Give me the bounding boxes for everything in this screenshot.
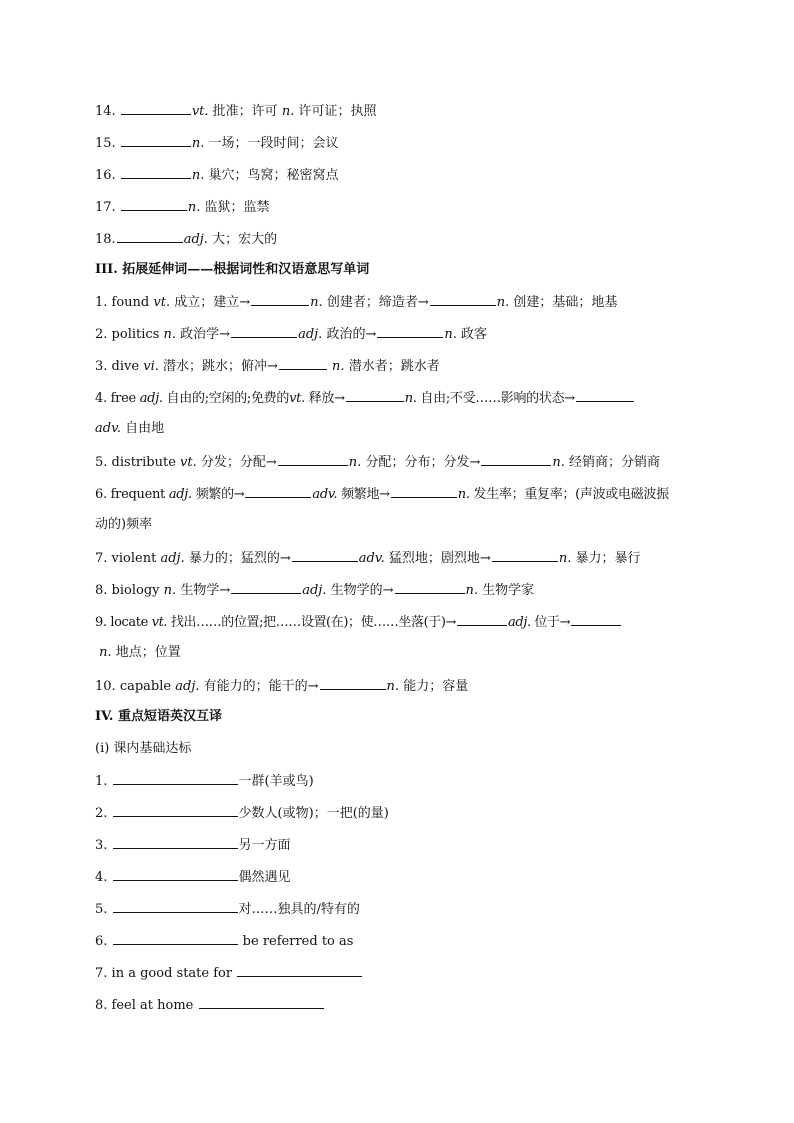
item-number: 15. xyxy=(95,136,116,151)
answer-blank[interactable] xyxy=(391,483,457,498)
answer-blank[interactable] xyxy=(231,323,297,338)
answer-blank[interactable] xyxy=(121,164,191,179)
answer-blank[interactable] xyxy=(395,579,465,594)
answer-blank[interactable] xyxy=(121,132,191,147)
item-number: 7. xyxy=(95,551,108,566)
phrase-item-3 xyxy=(95,834,702,856)
part-of-speech: adj. xyxy=(298,327,323,342)
part-of-speech: n. xyxy=(465,583,479,598)
meaning: 一场；一段时间；会议 xyxy=(208,136,339,151)
part-of-speech: n. xyxy=(496,295,510,310)
headword: biology xyxy=(111,583,160,598)
headword: capable xyxy=(119,679,172,694)
ext-item-4 xyxy=(95,387,702,409)
answer-blank[interactable] xyxy=(113,802,238,817)
meaning: 许可证；执照 xyxy=(298,104,377,119)
answer-blank[interactable] xyxy=(492,547,558,562)
item-number: 5. xyxy=(95,455,108,470)
meaning: 创建；基础；地基 xyxy=(513,295,618,310)
answer-blank[interactable] xyxy=(113,930,238,945)
meaning: 潜水者；跳水者 xyxy=(348,359,440,374)
meaning: 自由地 xyxy=(125,421,165,436)
headword: frequent xyxy=(110,487,165,502)
part-of-speech: n. xyxy=(163,327,177,342)
answer-blank[interactable] xyxy=(430,291,496,306)
meaning: 找出……的位置;把……设置(在)；使……坐落(于)→ xyxy=(170,615,457,630)
phrase-text: feel at home xyxy=(111,998,198,1013)
item-number: 18. xyxy=(95,232,116,247)
answer-blank[interactable] xyxy=(457,611,507,626)
vocab-item-15 xyxy=(95,132,702,154)
meaning: 潜水；跳水；俯冲→ xyxy=(163,359,278,374)
ext-item-10 xyxy=(95,675,702,697)
part-of-speech: adv. xyxy=(312,487,338,502)
part-of-speech: adj. xyxy=(160,551,185,566)
ext-item-7 xyxy=(95,547,702,569)
phrase-item-1 xyxy=(95,770,702,792)
item-number: 4. xyxy=(95,870,108,885)
part-of-speech: n. xyxy=(191,136,205,151)
part-of-speech: adj. xyxy=(302,583,327,598)
part-of-speech: n. xyxy=(332,359,345,374)
item-number: 10. xyxy=(95,679,116,694)
vocab-item-16 xyxy=(95,164,702,186)
answer-blank[interactable] xyxy=(481,451,551,466)
meaning: 动的)频率 xyxy=(95,517,153,532)
part-of-speech: adj. xyxy=(183,232,208,247)
part-of-speech: n. xyxy=(552,455,565,470)
answer-blank[interactable] xyxy=(121,196,187,211)
ext-item-1 xyxy=(95,291,702,313)
answer-blank[interactable] xyxy=(377,323,443,338)
item-number: 14. xyxy=(95,104,116,119)
headword: violent xyxy=(111,551,157,566)
item-number: 16. xyxy=(95,168,116,183)
part-of-speech: vi. xyxy=(143,359,159,374)
meaning: 猛烈地；剧烈地→ xyxy=(388,551,491,566)
answer-blank[interactable] xyxy=(113,834,238,849)
meaning: 生物学→ xyxy=(180,583,231,598)
item-number: 9. xyxy=(95,615,107,630)
part-of-speech: n. xyxy=(444,327,457,342)
meaning: 自由的;空闲的;免费的 xyxy=(166,391,290,406)
item-number: 4. xyxy=(95,391,107,406)
ext-item-8 xyxy=(95,579,702,601)
phrase-item-5 xyxy=(95,898,702,920)
headword: distribute xyxy=(111,455,176,470)
answer-blank[interactable] xyxy=(346,387,404,402)
meaning: 分发；分配→ xyxy=(200,455,277,470)
meaning: 频繁地→ xyxy=(341,487,390,502)
item-number: 2. xyxy=(95,327,108,342)
vocab-item-18 xyxy=(95,228,702,250)
phrase-text: 偶然遇见 xyxy=(238,870,291,885)
subsection-heading: (i) 课内基础达标 xyxy=(95,741,192,756)
answer-blank[interactable] xyxy=(231,579,301,594)
meaning: 暴力的；猛烈的→ xyxy=(188,551,291,566)
phrase-text: 另一方面 xyxy=(238,838,291,853)
meaning: 大；宏大的 xyxy=(212,232,278,247)
answer-blank[interactable] xyxy=(245,483,311,498)
answer-blank[interactable] xyxy=(113,770,238,785)
item-number: 5. xyxy=(95,902,108,917)
item-number: 8. xyxy=(95,998,108,1013)
phrase-item-6 xyxy=(95,930,702,952)
answer-blank[interactable] xyxy=(113,866,238,881)
answer-blank[interactable] xyxy=(113,898,238,913)
meaning: 创建者；缔造者→ xyxy=(326,295,429,310)
answer-blank[interactable] xyxy=(278,451,348,466)
answer-blank[interactable] xyxy=(571,611,621,626)
answer-blank[interactable] xyxy=(199,994,324,1009)
answer-blank[interactable] xyxy=(237,962,362,977)
ext-item-9-cont xyxy=(95,643,702,663)
part-of-speech: adv. xyxy=(95,421,122,436)
headword: locate xyxy=(110,615,148,630)
part-of-speech: adj. xyxy=(168,487,192,502)
meaning: 政客 xyxy=(461,327,488,342)
part-of-speech: adj. xyxy=(508,615,531,630)
part-of-speech: vt. xyxy=(180,455,197,470)
ext-item-3 xyxy=(95,355,702,377)
part-of-speech: vt. xyxy=(153,295,171,310)
headword: found xyxy=(111,295,150,310)
item-number: 1. xyxy=(95,774,108,789)
meaning: 释放→ xyxy=(308,391,345,406)
ext-item-4-cont xyxy=(95,419,702,439)
ext-item-2 xyxy=(95,323,702,345)
part-of-speech: n. xyxy=(187,200,201,215)
part-of-speech: n. xyxy=(348,455,362,470)
meaning: 巢穴；鸟窝；秘密窝点 xyxy=(208,168,339,183)
item-number: 6. xyxy=(95,487,107,502)
part-of-speech: n. xyxy=(558,551,572,566)
answer-blank[interactable] xyxy=(121,100,191,115)
headword: dive xyxy=(111,359,140,374)
part-of-speech: n. xyxy=(310,295,323,310)
phrase-text: in a good state for xyxy=(111,966,237,981)
phrase-text: be referred to as xyxy=(238,934,354,949)
phrase-text: 对……独具的/特有的 xyxy=(238,902,360,917)
ext-item-6-cont xyxy=(95,515,702,535)
meaning: 地点；位置 xyxy=(115,645,181,660)
part-of-speech: adj. xyxy=(175,679,200,694)
part-of-speech: n. xyxy=(457,487,470,502)
part-of-speech: adv. xyxy=(358,551,385,566)
meaning: 暴力；暴行 xyxy=(575,551,641,566)
meaning: 生物学的→ xyxy=(330,583,394,598)
part-of-speech: n. xyxy=(191,168,205,183)
ext-item-5 xyxy=(95,451,702,473)
part-of-speech: vt. xyxy=(151,615,168,630)
meaning: 发生率；重复率；(声波或电磁波振 xyxy=(473,487,669,502)
headword: free xyxy=(110,391,136,406)
answer-blank[interactable] xyxy=(251,291,309,306)
phrase-item-2 xyxy=(95,802,702,824)
section-heading-4: IV. 重点短语英汉互译 xyxy=(95,709,222,724)
headword: politics xyxy=(111,327,160,342)
meaning: 频繁的→ xyxy=(195,487,245,502)
meaning: 生物学家 xyxy=(482,583,535,598)
part-of-speech: vt. xyxy=(191,104,209,119)
part-of-speech: n. xyxy=(99,645,112,660)
meaning: 能力；容量 xyxy=(403,679,469,694)
meaning: 分配；分布；分发→ xyxy=(365,455,481,470)
item-number: 8. xyxy=(95,583,108,598)
part-of-speech: n. xyxy=(281,104,295,119)
item-number: 7. xyxy=(95,966,108,981)
vocab-item-17 xyxy=(95,196,702,218)
part-of-speech: n. xyxy=(163,583,177,598)
meaning: 经销商；分销商 xyxy=(569,455,661,470)
part-of-speech: adj. xyxy=(139,391,163,406)
item-number: 1. xyxy=(95,295,108,310)
phrase-item-4 xyxy=(95,866,702,888)
meaning: 有能力的；能干的→ xyxy=(203,679,319,694)
ext-item-9 xyxy=(95,611,702,633)
answer-blank[interactable] xyxy=(117,228,183,243)
phrase-text: 少数人(或物)；一把(的量) xyxy=(238,806,389,821)
ext-item-6 xyxy=(95,483,702,505)
phrase-item-7 xyxy=(95,962,702,984)
phrase-text: 一群(羊或鸟) xyxy=(238,774,314,789)
vocab-item-14 xyxy=(95,100,702,122)
item-number: 3. xyxy=(95,359,108,374)
answer-blank[interactable] xyxy=(279,355,327,370)
item-number: 3. xyxy=(95,838,108,853)
meaning: 批准；许可 xyxy=(212,104,278,119)
section-heading-3: III. 拓展延伸词——根据词性和汉语意思写单词 xyxy=(95,262,370,277)
meaning: 政治的→ xyxy=(326,327,377,342)
answer-blank[interactable] xyxy=(320,675,386,690)
part-of-speech: vt. xyxy=(289,391,305,406)
meaning: 监狱；监禁 xyxy=(204,200,270,215)
meaning: 位于→ xyxy=(534,615,571,630)
part-of-speech: n. xyxy=(386,679,400,694)
answer-blank[interactable] xyxy=(292,547,358,562)
meaning: 自由;不受……影响的状态→ xyxy=(420,391,575,406)
meaning: 成立；建立→ xyxy=(174,295,251,310)
item-number: 6. xyxy=(95,934,108,949)
phrase-item-8 xyxy=(95,994,702,1016)
item-number: 17. xyxy=(95,200,116,215)
answer-blank[interactable] xyxy=(576,387,634,402)
meaning: 政治学→ xyxy=(180,327,231,342)
part-of-speech: n. xyxy=(404,391,417,406)
item-number: 2. xyxy=(95,806,108,821)
